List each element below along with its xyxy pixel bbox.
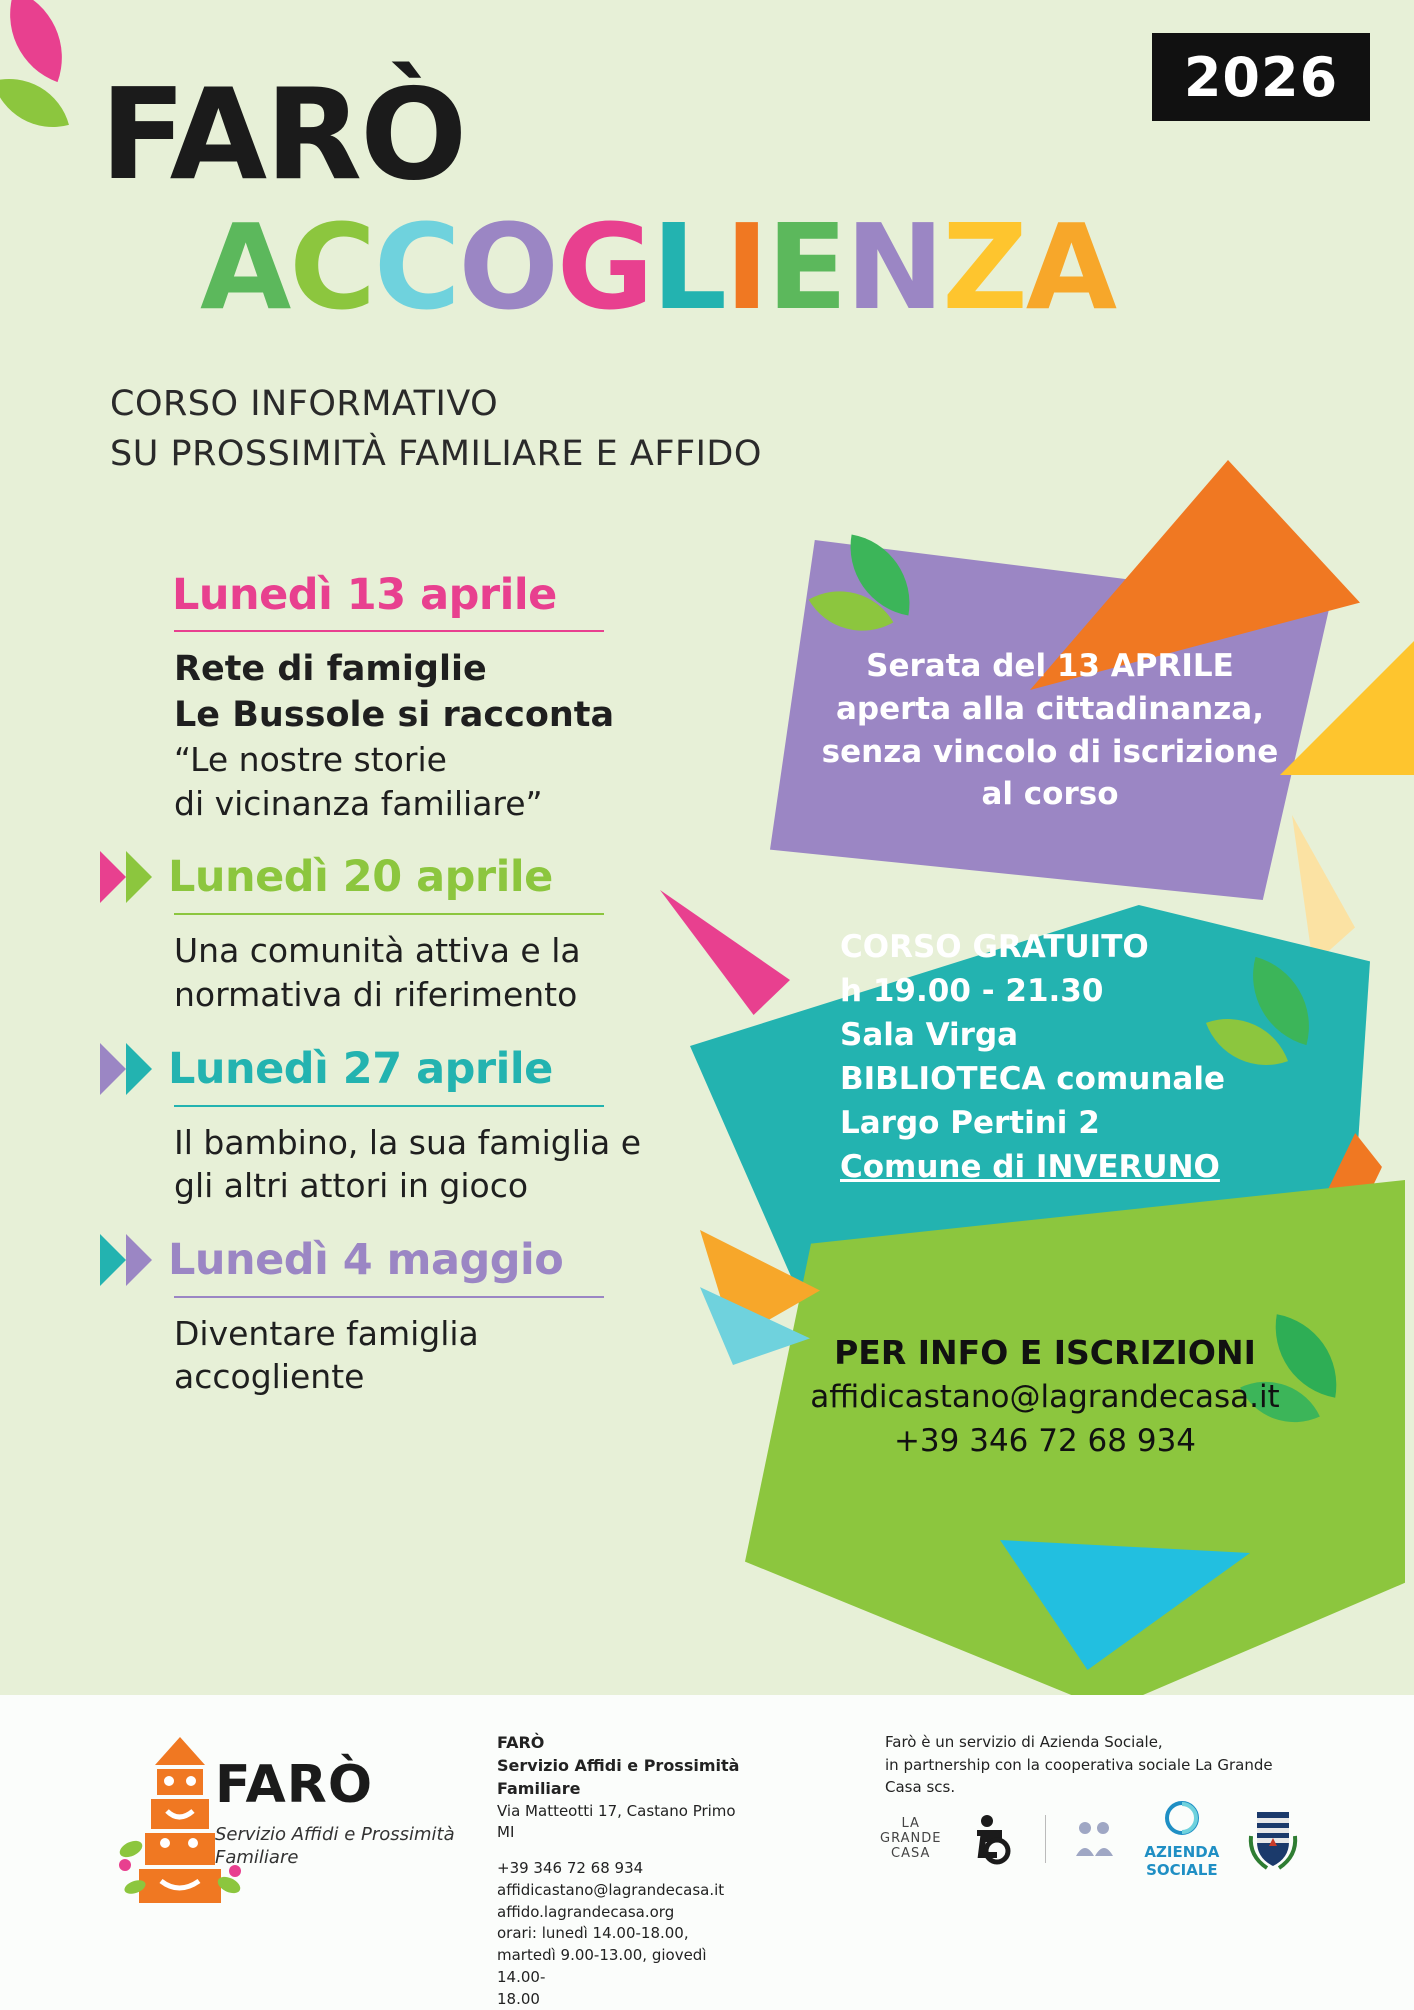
evening-note — [800, 645, 1300, 816]
schedule-divider — [174, 1296, 604, 1298]
schedule-date: Lunedì 13 aprile — [172, 570, 557, 620]
footer-website[interactable]: affido.lagrandecasa.org — [497, 1902, 675, 1921]
footer-partnership-text — [885, 1731, 1305, 1799]
faro-logo-tagline — [215, 1823, 455, 1870]
footer-hours-l2: martedì 9.00-13.00, giovedì 14.00- — [497, 1946, 707, 1986]
footer-address: Via Matteotti 17, Castano Primo MI — [497, 1801, 736, 1842]
faro-logo-tagline-l2: Familiare — [215, 1847, 299, 1869]
schedule-description: normativa di riferimento — [174, 975, 578, 1015]
schedule-description: Le Bussole si racconta — [174, 695, 615, 736]
title-letter-0: A — [200, 198, 290, 336]
course-detail-line: Largo Pertini 2 — [840, 1105, 1100, 1142]
schedule-item-header — [100, 1234, 670, 1286]
schedule-item-header — [100, 570, 670, 620]
footer-phone[interactable]: +39 346 72 68 934 — [497, 1859, 644, 1878]
partnership-line-2: in partnership con la cooperativa sociale La Grande Casa scs. — [885, 1755, 1273, 1796]
faro-logo-name: FARÒ — [215, 1755, 374, 1815]
course-details — [840, 925, 1310, 1189]
comune-crest-icon — [1245, 1806, 1301, 1872]
azienda-sociale-logo — [1144, 1800, 1219, 1879]
azienda-line-1: AZIENDA — [1144, 1843, 1220, 1862]
lgc-line-2: GRANDE — [880, 1830, 942, 1846]
footer — [0, 1695, 1414, 2008]
schedule-description: Rete di famiglie — [174, 649, 487, 689]
contact-phone[interactable]: +39 346 72 68 934 — [893, 1422, 1197, 1459]
partner-logos — [880, 1800, 1301, 1879]
footer-service-desc: Servizio Affidi e Prossimità Familiare — [497, 1756, 740, 1799]
partnership-line-1: Farò è un servizio di Azienda Sociale, — [885, 1733, 1163, 1751]
contact-info — [765, 1330, 1325, 1463]
double-arrow-icon — [100, 851, 152, 903]
accessibility-icon — [967, 1813, 1019, 1865]
la-grande-casa-logo — [880, 1817, 941, 1862]
evening-note-line: al corso — [981, 776, 1119, 813]
schedule-date: Lunedì 4 maggio — [168, 1234, 564, 1285]
schedule-item — [100, 851, 670, 1016]
azienda-sociale-mark-icon — [1159, 1800, 1205, 1840]
evening-note-line: Serata del 13 APRILE — [866, 648, 1234, 684]
contact-info-title: PER INFO E ISCRIZIONI — [834, 1333, 1256, 1372]
footer-hours-l3: 18.00 — [497, 1989, 540, 2008]
schedule-date: Lunedì 20 aprile — [168, 852, 553, 903]
course-detail-line: BIBLIOTECA comunale — [840, 1061, 1225, 1098]
subtitle — [110, 380, 762, 479]
title-letter-6: I — [724, 198, 767, 336]
double-arrow-icon — [100, 1234, 152, 1286]
footer-service-name: FARÒ — [497, 1733, 545, 1752]
subtitle-line-1: CORSO INFORMATIVO — [110, 384, 499, 424]
title-letter-1: C — [289, 198, 374, 336]
schedule-item — [100, 1234, 670, 1399]
faro-logo-tagline-l1: Servizio Affidi e Prossimità — [215, 1824, 455, 1845]
schedule-item — [100, 1043, 670, 1208]
footer-email[interactable]: affidicastano@lagrandecasa.it — [497, 1880, 725, 1899]
azienda-line-2: SOCIALE — [1146, 1860, 1218, 1879]
schedule-description: Diventare famiglia accogliente — [174, 1313, 479, 1397]
schedule-quote: di vicinanza familiare” — [174, 783, 543, 823]
schedule-divider — [174, 1105, 604, 1107]
logo-divider — [1045, 1815, 1046, 1863]
subtitle-line-2: SU PROSSIMITÀ FAMILIARE E AFFIDO — [110, 433, 762, 474]
pink-sliver-shape — [660, 890, 790, 1015]
schedule-divider — [174, 630, 604, 632]
schedule-description: Il bambino, la sua famiglia e — [174, 1122, 642, 1162]
double-arrow-icon — [100, 1043, 152, 1095]
schedule-divider — [174, 913, 604, 915]
title-letter-3: O — [458, 198, 557, 336]
title-letter-10: A — [1025, 198, 1116, 336]
page-title: FARÒ — [100, 61, 466, 208]
faro-logo-text — [215, 1755, 455, 1870]
schedule-description: gli altri attori in gioco — [174, 1166, 529, 1206]
pink-leaf-icon — [0, 0, 82, 82]
footer-hours-l1: orari: lunedì 14.00-18.00, — [497, 1924, 689, 1943]
schedule-date: Lunedì 27 aprile — [168, 1043, 553, 1094]
title-letter-9: Z — [942, 198, 1026, 336]
course-detail-line: Comune di INVERUNO — [840, 1149, 1220, 1186]
title-letter-5: L — [651, 198, 725, 336]
year-badge: 2026 — [1152, 33, 1370, 121]
lgc-line-1: LA — [901, 1815, 920, 1831]
schedule-quote: “Le nostre storie — [174, 740, 447, 780]
footer-contact-block — [497, 1731, 747, 2010]
schedule-description: Una comunità attiva e la — [174, 931, 581, 971]
title-letter-7: E — [766, 198, 846, 336]
people-icon — [1072, 1816, 1118, 1862]
contact-email[interactable]: affidicastano@lagrandecasa.it — [810, 1379, 1280, 1416]
title-accoglienza — [200, 198, 1116, 336]
schedule-item-header — [100, 851, 670, 903]
title-letter-8: N — [845, 198, 943, 336]
schedule-item-header — [100, 1043, 670, 1095]
title-letter-4: G — [556, 198, 652, 336]
schedule-item — [100, 570, 670, 825]
course-detail-line: Sala Virga — [840, 1017, 1019, 1054]
lgc-line-3: CASA — [891, 1845, 931, 1861]
evening-note-line: senza vincolo di iscrizione — [821, 733, 1279, 770]
title-letter-2: C — [373, 198, 459, 336]
schedule-list — [100, 570, 670, 1425]
course-detail-line: h 19.00 - 21.30 — [840, 973, 1104, 1010]
course-detail-line: CORSO GRATUITO — [840, 929, 1149, 965]
evening-note-line: aperta alla cittadinanza, — [835, 690, 1264, 727]
